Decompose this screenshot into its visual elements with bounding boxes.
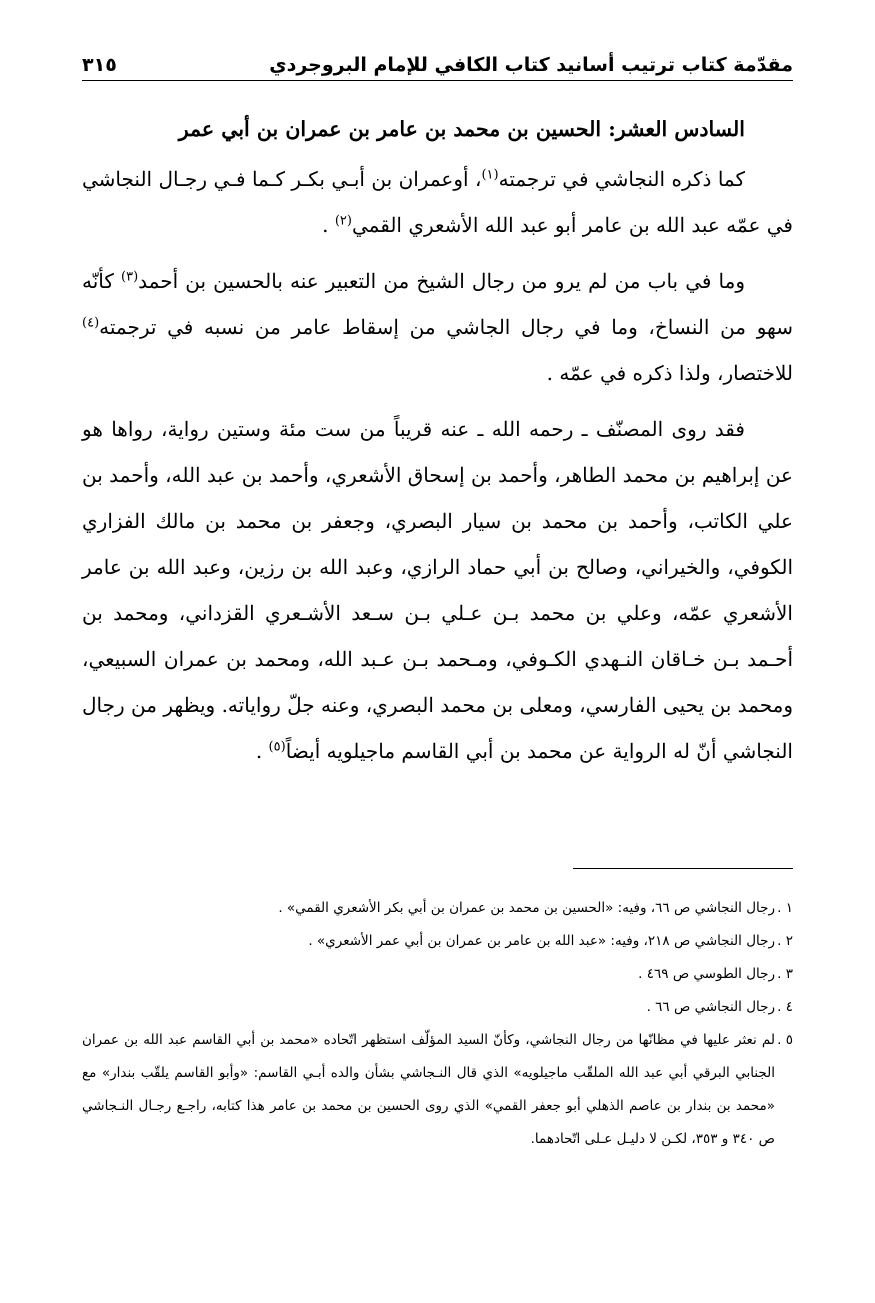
footnote-marker: (١) — [481, 167, 499, 183]
paragraph-text: كأنّه سهو من النساخ، وما في رجال الجاشي من إسقاط عامر من نسبه في ترجمته — [82, 269, 793, 339]
footnote-separator — [573, 868, 793, 869]
main-text — [82, 106, 793, 774]
footnote-text: رجال النجاشي ص ٢١٨، وفيه: «عبد الله بن عامر بن عمران بن أبي عمر الأشعري» . — [308, 933, 775, 949]
footnote-number: ١ . — [777, 900, 793, 916]
footnote-number: ٢ . — [777, 933, 793, 949]
footnote — [82, 1024, 793, 1156]
footnote — [82, 925, 793, 958]
paragraph-text: فقد روى المصنّف ـ رحمه الله ـ عنه قريباً من ست مئة وستين رواية، رواها هو عن إبراهيم بن محمد الطاهر، وأحمد بن إسحاق الأشعري، وأحمد بن عبد الله، وأحمد بن علي الكاتب، وأحمد بن محمد بن سيار البصري، وجعفر بن محمد بن مالك الفزاري الكوفي، والخيراني، وصالح بن أبي حماد الرازي، وعبد الله بن رزين، وعبد الله بن عامر الأشعري عمّه، وعلي بن محمد بـن عـلي بـن سـعد الأشـعري القزداني، ومحمد بن أحـمد بـن خـاقان النـهدي الكـوفي، ومـحمد بـن عـبد الله، ومحمد بن عمران السبيعي، ومحمد بن يحيى الفارسي، ومعلى بن محمد البصري، وعنه جلّ رواياته. ويظهر من رجال النجاشي أنّ له الرواية عن محمد بن أبي القاسم ماجيلويه أيضاً — [82, 417, 793, 763]
running-title: مقدّمة كتاب ترتيب أسانيد كتاب الكافي للإمام البروجردي — [269, 54, 793, 76]
footnote — [82, 958, 793, 991]
paragraph-2 — [82, 258, 793, 396]
paragraph-text: ، أوعمران بن أبـي بكـر كـما فـي رجـال النجاشي في عمّه عبد الله بن عامر أبو عبد الله الأشعري القمي — [82, 167, 793, 237]
paragraph-text: للاختصار، ولذا ذكره في عمّه . — [546, 361, 793, 385]
page-number: ٣١٥ — [82, 54, 117, 76]
footnote-number: ٣ . — [777, 966, 793, 982]
paragraph-text: . — [255, 739, 269, 763]
paragraph-3 — [82, 406, 793, 774]
paragraph-text: وما في باب من لم يرو من رجال الشيخ من التعبير عنه بالحسين بن أحمد — [138, 269, 745, 293]
section-title: السادس العشر: الحسين بن محمد بن عامر بن عمران بن أبي عمر — [178, 117, 745, 141]
footnote-text: رجال النجاشي ص ٦٦ . — [646, 999, 775, 1015]
footnote-text: رجال الطوسي ص ٤٦٩ . — [638, 966, 775, 982]
page-header — [82, 28, 793, 81]
footnote-text: رجال النجاشي ص ٦٦، وفيه: «الحسين بن محمد بن عمران بن أبي بكر الأشعري القمي» . — [278, 900, 775, 916]
paragraph-text: . — [322, 213, 335, 237]
footnote-text: لم نعثر عليها في مظانّها من رجال النجاشي، وكأنّ السيد المؤلّف استظهر اتّحاده «محمد بن أبي القاسم عبد الله بن عمران الجنابي البرقي أبي عبد الله الملقّب ماجيلويه» الذي قال النـجاشي بشأن والده أبـي القاسم: «وأبو القاسم يلقّب بندار» مع «محمد بن بندار بن عاصم الذهلي أبو جعفر القمي» الذي روى الحسين بن محمد بن عامر هذا كتابه، راجـع رجـال النـجاشي ص ٣٤٠ و ٣٥٣، لكـن لا دليـل عـلى اتّحادهما. — [82, 1032, 775, 1147]
paragraph-text: كما ذكره النجاشي في ترجمته — [498, 167, 745, 191]
footnote-number: ٤ . — [777, 999, 793, 1015]
footnote-marker: (٥) — [268, 739, 286, 755]
footnote-marker: (٢) — [334, 213, 352, 229]
footnote — [82, 892, 793, 925]
paragraph-1 — [82, 156, 793, 248]
footnote — [82, 991, 793, 1024]
footnotes — [82, 892, 793, 1156]
footnote-number: ٥ . — [777, 1032, 793, 1048]
footnote-marker: (٤) — [82, 315, 100, 331]
footnote-marker: (٣) — [121, 269, 139, 285]
